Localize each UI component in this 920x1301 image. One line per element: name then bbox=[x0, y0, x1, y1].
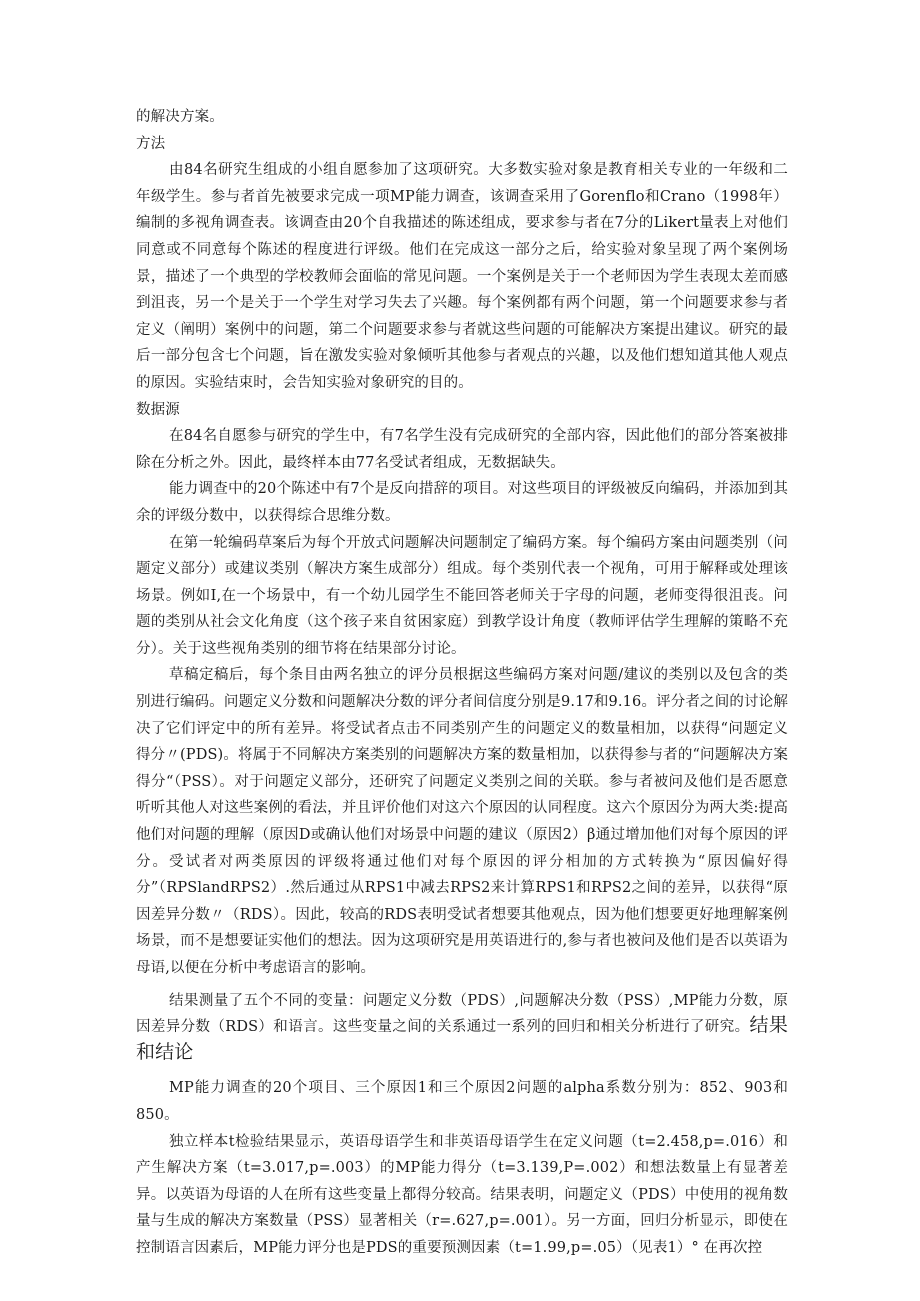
section-heading-method: 方法 bbox=[136, 135, 166, 152]
data-paragraph-3: 在第一轮编码草案后为每个开放式问题解决问题制定了编码方案。每个编码方案由问题类别（问题定义部分）或建议类别（解决方案生成部分）组成。每个类别代表一个视角，可用于解释或处理该场景。例如I,在一个场景中，有一个幼儿园学生不能回答老师关于字母的问题，老师变得很沮丧。问题的类别从社会文化角度（这个孩子来自贫困家庭）到教学设计角度（教师评估学生理解的策略不充分）。关于这些视角类别的细节将在结果部分讨论。 bbox=[136, 534, 788, 657]
results-paragraph-1: MP能力调查的20个项目、三个原因1和三个原因2问题的alpha系数分别为：852、903和850。 bbox=[136, 1080, 788, 1123]
results-lead-paragraph bbox=[136, 988, 788, 1068]
results-lead-text: 结果测量了五个不同的变量：问题定义分数（PDS）,问题解决分数（PSS）,MP能力分数，原因差异分数（RDS）和语言。这些变量之间的关系通过一系列的回归和相关分析进行了研究。 bbox=[136, 992, 788, 1036]
section-heading-data-source: 数据源 bbox=[136, 401, 180, 418]
text-column bbox=[136, 104, 788, 1262]
data-paragraph-2: 能力调查中的20个陈述中有7个是反向措辞的项目。对这些项目的评级被反向编码，并添加到其余的评级分数中，以获得综合思维分数。 bbox=[136, 481, 788, 524]
data-paragraph-1: 在84名自愿参与研究的学生中，有7名学生没有完成研究的全部内容，因此他们的部分答案被排除在分析之外。因此，最终样本由77名受试者组成，无数据缺失。 bbox=[136, 428, 788, 471]
method-paragraph: 由84名研究生组成的小组自愿参加了这项研究。大多数实验对象是教育相关专业的一年级和二年级学生。参与者首先被要求完成一项MP能力调查，该调查采用了Gorenflo和Crano（1998年）编制的多视角调查表。该调查由20个自我描述的陈述组成，要求参与者在7分的Likert量表上对他们同意或不同意每个陈述的程度进行评级。他们在完成这一部分之后，给实验对象呈现了两个案例场景，描述了一个典型的学校教师会面临的常见问题。一个案例是关于一个老师因为学生表现太差而感到沮丧，另一个是关于一个学生对学习失去了兴趣。每个案例都有两个问题，第一个问题要求参与者定义（阐明）案例中的问题，第二个问题要求参与者就这些问题的可能解决方案提出建议。研究的最后一部分包含七个问题，旨在激发实验对象倾听其他参与者观点的兴趣，以及他们想知道其他人观点的原因。实验结束时，会告知实验对象研究的目的。 bbox=[136, 162, 788, 391]
section-heading-results: 结果和结论 bbox=[136, 1014, 788, 1063]
intro-fragment: 的解决方案。 bbox=[136, 109, 224, 125]
data-paragraph-4: 草稿定稿后，每个条目由两名独立的评分员根据这些编码方案对问题/建议的类别以及包含的类别进行编码。问题定义分数和问题解决分数的评分者间信度分别是9.17和9.16。评分者之间的讨论解决了它们评定中的所有差异。将受试者点击不同类别产生的问题定义的数量相加，以获得“问题定义得分〃(PDS)。将属于不同解决方案类别的问题解决方案的数量相加，以获得参与者的“问题解决方案得分“（PSS）。对于问题定义部分，还研究了问题定义类别之间的关联。参与者被问及他们是否愿意听听其他人对这些案例的看法，并且评价他们对这六个原因的认同程度。这六个原因分为两大类:提高他们对问题的理解（原因D或确认他们对场景中问题的建议（原因2）β通过增加他们对每个原因的评分。受试者对两类原因的评级将通过他们对每个原因的评分相加的方式转换为“原因偏好得分”（RPSlandRPS2）.然后通过从RPS1中减去RPS2来计算RPS1和RPS2之间的差异，以获得“原因差异分数〃（RDS）。因此，较高的RDS表明受试者想要其他观点，因为他们想要更好地理解案例场景，而不是想要证实他们的想法。因为这项研究是用英语进行的,参与者也被问及他们是否以英语为母语,以便在分析中考虑语言的影响。 bbox=[136, 667, 788, 976]
results-paragraph-2: 独立样本t检验结果显示，英语母语学生和非英语母语学生在定义问题（t=2.458,p=.016）和产生解决方案（t=3.017,p=.003）的MP能力得分（t=3.139,P=.002）和想法数量上有显著差异。以英语为母语的人在所有这些变量上都得分较高。结果表明，问题定义（PDS）中使用的视角数量与生成的解决方案数量（PSS）显著相关（r=.627,p=.001）。另一方面，回归分析显示，即使在控制语言因素后，MP能力评分也是PDS的重要预测因素（t=1.99,p=.05）（见表1）° 在再次控 bbox=[136, 1133, 788, 1256]
